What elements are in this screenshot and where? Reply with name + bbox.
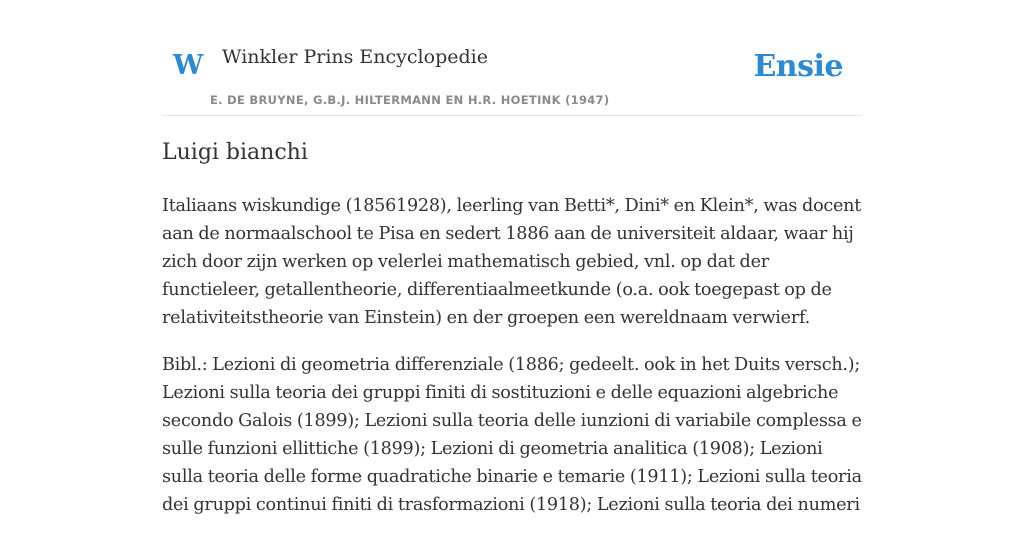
ensie-logo[interactable]: Ensie (753, 49, 843, 84)
article-title: Luigi bianchi (162, 140, 308, 165)
article-paragraph: Bibl.: Lezioni di geometria differenziale (1886; gedeelt. ook in het Duits versch.); Lezioni sulla teoria dei gruppi finiti di sostituzioni e delle equazioni algebriche secondo Galois (1899); Lezioni sulla teoria delle iunzioni di variabile complessa e sulle funzioni ellittiche (1899); Lezioni di geometria analitica (1908); Lezioni sulla teoria delle forme quadratiche binarie e temarie (1911); Lezioni sulla teoria dei gruppi continui finiti di trasformazioni (1918); Lezioni sulla teoria dei numeri (162, 355, 862, 515)
page-container (162, 0, 862, 515)
encyclopedia-title[interactable]: Winkler Prins Encyclopedie (222, 46, 488, 68)
header (162, 0, 862, 116)
winkler-prins-logo-icon[interactable]: W (173, 50, 204, 81)
article-body (162, 192, 862, 538)
article-paragraph: Italiaans wiskundige (18561928), leerling van Betti*, Dini* en Klein*, was docent aan de normaalschool te Pisa en sedert 1886 aan de universiteit aldaar, waar hij zich door zijn werken op velerlei mathematisch gebied, vnl. op dat der functieleer, getallentheorie, differentiaalmeetkunde (o.a. ook toegepast op de relativiteitstheorie van Einstein) en der groepen een wereldnaam verwierf. (162, 196, 862, 328)
authors-line: E. DE BRUYNE, G.B.J. HILTERMANN EN H.R. HOETINK (1947) (210, 93, 610, 107)
